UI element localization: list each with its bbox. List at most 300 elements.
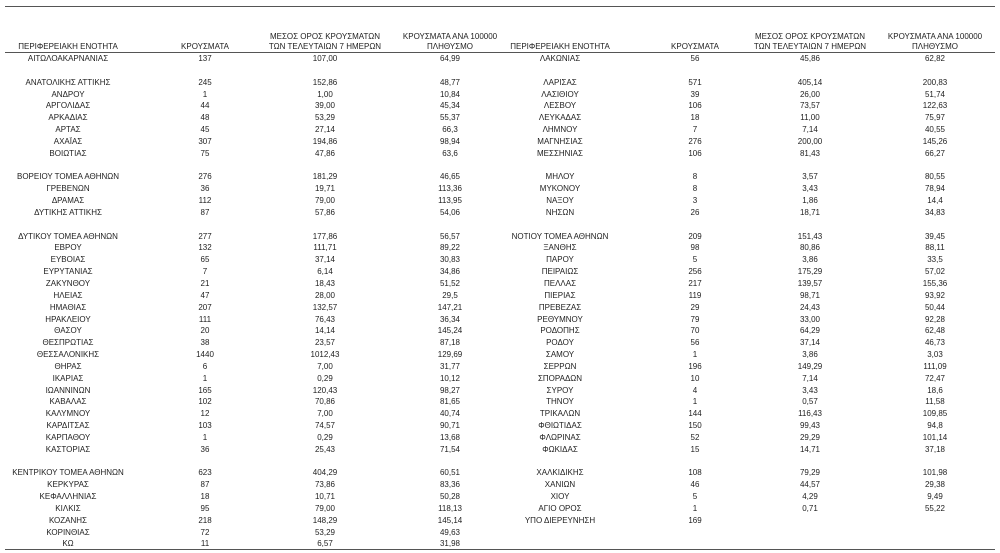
cell-per100k: 31,77 bbox=[439, 361, 461, 371]
cell-avg7: 7,14 bbox=[802, 373, 818, 383]
cell-per100k: 81,65 bbox=[439, 397, 461, 407]
cell-cases: 165 bbox=[198, 385, 212, 395]
cell-per100k: 13,68 bbox=[439, 432, 461, 442]
cell-avg7: 139,57 bbox=[797, 279, 823, 288]
cell-avg7: 24,43 bbox=[799, 302, 821, 312]
cell-per100k: 39,45 bbox=[924, 231, 946, 241]
cell-region: ΤΡΙΚΑΛΩΝ bbox=[539, 409, 581, 419]
cell-cases: 10 bbox=[690, 373, 700, 383]
cell-region: ΑΝΑΤΟΛΙΚΗΣ ΑΤΤΙΚΗΣ bbox=[25, 77, 111, 87]
cell-avg7: 6,57 bbox=[317, 539, 333, 549]
cell-cases: 256 bbox=[688, 267, 702, 277]
cell-cases: 217 bbox=[688, 279, 702, 288]
cell-avg7: 3,43 bbox=[802, 385, 818, 395]
cell-region: ΛΑΣΙΘΙΟΥ bbox=[541, 89, 579, 99]
cell-per100k: 36,34 bbox=[439, 314, 461, 324]
cell-per100k: 55,37 bbox=[439, 113, 461, 123]
cell-avg7: 132,57 bbox=[312, 302, 338, 312]
cell-cases: 46 bbox=[690, 480, 700, 490]
cell-per100k: 64,99 bbox=[439, 54, 461, 63]
cell-avg7: 404,29 bbox=[312, 468, 338, 478]
cell-per100k: 57,02 bbox=[924, 267, 946, 277]
header-avg7-left: ΜΕΣΟΣ ΟΡΟΣ ΚΡΟΥΣΜΑΤΩΝ ΤΩΝ ΤΕΛΕΥΤΑΙΩΝ 7 ΗΜΕΡΩΝ bbox=[268, 32, 382, 51]
cell-per100k: 111,09 bbox=[923, 361, 947, 371]
cell-per100k: 49,63 bbox=[439, 527, 461, 537]
cell-per100k: 63,6 bbox=[442, 148, 458, 158]
cell-avg7: 73,57 bbox=[799, 101, 821, 111]
cell-region: ΑΧΑΪΑΣ bbox=[53, 136, 83, 146]
cell-cases: 112 bbox=[198, 196, 212, 206]
cell-per100k: 33,5 bbox=[927, 255, 943, 265]
header-per100k-right: ΚΡΟΥΣΜΑΤΑ ΑΝΑ 100000 ΠΛΗΘΥΣΜΟ bbox=[887, 32, 983, 51]
cell-cases: 3 bbox=[692, 196, 698, 206]
cell-region: ΚΟΖΑΝΗΣ bbox=[48, 515, 88, 525]
cell-per100k: 3,03 bbox=[927, 350, 943, 359]
cell-avg7: 99,43 bbox=[799, 421, 821, 430]
cell-cases: 150 bbox=[688, 421, 702, 430]
cell-avg7: 81,43 bbox=[799, 148, 821, 158]
cell-region: ΘΗΡΑΣ bbox=[54, 361, 82, 371]
cell-avg7: 0,71 bbox=[802, 503, 818, 513]
cell-per100k: 66,3 bbox=[442, 125, 458, 134]
cell-per100k: 94,8 bbox=[927, 421, 943, 430]
cell-avg7: 11,00 bbox=[800, 113, 820, 123]
cell-per100k: 145,14 bbox=[437, 515, 463, 525]
cell-per100k: 40,74 bbox=[439, 409, 461, 419]
cell-region: ΕΥΒΟΙΑΣ bbox=[50, 255, 86, 265]
cell-avg7: 10,71 bbox=[314, 492, 336, 502]
cell-cases: 6 bbox=[202, 361, 208, 371]
cell-per100k: 50,28 bbox=[439, 492, 461, 502]
cell-cases: 106 bbox=[688, 148, 702, 158]
cell-cases: 29 bbox=[690, 302, 700, 312]
cell-avg7: 120,43 bbox=[312, 385, 338, 395]
cell-per100k: 93,92 bbox=[924, 290, 946, 300]
cell-per100k: 118,13 bbox=[438, 503, 462, 513]
cell-avg7: 64,29 bbox=[799, 326, 821, 336]
cell-cases: 1 bbox=[692, 397, 698, 407]
cell-avg7: 7,14 bbox=[802, 125, 818, 134]
cell-per100k: 83,36 bbox=[439, 480, 461, 490]
cell-cases: 106 bbox=[688, 101, 702, 111]
cell-per100k: 10,12 bbox=[439, 373, 461, 383]
cell-region: ΠΡΕΒΕΖΑΣ bbox=[538, 302, 582, 312]
cell-per100k: 71,54 bbox=[439, 444, 461, 454]
cell-avg7: 29,29 bbox=[799, 432, 821, 442]
cell-cases: 26 bbox=[690, 207, 700, 217]
cell-avg7: 1012,43 bbox=[310, 350, 340, 359]
cell-per100k: 40,55 bbox=[924, 125, 946, 134]
cell-per100k: 29,5 bbox=[442, 290, 458, 300]
cell-avg7: 405,14 bbox=[797, 77, 823, 87]
cell-cases: 1 bbox=[202, 89, 208, 99]
cell-cases: 72 bbox=[200, 527, 210, 537]
cell-cases: 11 bbox=[200, 539, 210, 549]
cell-region: ΘΑΣΟΥ bbox=[54, 326, 82, 336]
cell-avg7: 23,57 bbox=[314, 338, 336, 348]
cell-region: ΒΟΙΩΤΙΑΣ bbox=[49, 148, 87, 158]
cell-avg7: 107,00 bbox=[312, 54, 338, 63]
cell-region: ΚΑΛΥΜΝΟΥ bbox=[45, 409, 91, 419]
cell-avg7: 0,29 bbox=[317, 373, 333, 383]
cell-per100k: 60,51 bbox=[439, 468, 461, 478]
cell-per100k: 80,55 bbox=[924, 172, 946, 182]
cell-avg7: 53,29 bbox=[314, 113, 336, 123]
cell-avg7: 111,71 bbox=[313, 243, 337, 253]
cell-per100k: 87,18 bbox=[439, 338, 461, 348]
cell-per100k: 89,22 bbox=[439, 243, 461, 253]
cell-avg7: 39,00 bbox=[314, 101, 336, 111]
cell-cases: 169 bbox=[688, 515, 702, 525]
cell-avg7: 3,86 bbox=[802, 255, 818, 265]
cell-region: ΘΕΣΠΡΩΤΙΑΣ bbox=[42, 338, 94, 348]
cell-avg7: 0,29 bbox=[317, 432, 333, 442]
cell-per100k: 129,69 bbox=[437, 350, 463, 359]
cell-avg7: 79,00 bbox=[314, 196, 336, 206]
cell-region: ΚΑΒΑΛΑΣ bbox=[49, 397, 87, 407]
cell-region: ΗΛΕΙΑΣ bbox=[53, 290, 83, 300]
cell-cases: 103 bbox=[198, 421, 212, 430]
cell-per100k: 55,22 bbox=[924, 503, 946, 513]
cell-region: ΕΒΡΟΥ bbox=[54, 243, 82, 253]
cell-region: ΝΟΤΙΟΥ ΤΟΜΕΑ ΑΘΗΝΩΝ bbox=[511, 231, 609, 241]
cell-cases: 95 bbox=[200, 503, 210, 513]
cell-cases: 87 bbox=[200, 207, 210, 217]
cell-region: ΤΗΝΟΥ bbox=[546, 397, 574, 407]
header-region-left: ΠΕΡΙΦΕΡΕΙΑΚΗ ΕΝΟΤΗΤΑ bbox=[18, 42, 118, 51]
header-region-right: ΠΕΡΙΦΕΡΕΙΑΚΗ ΕΝΟΤΗΤΑ bbox=[510, 42, 610, 51]
cell-per100k: 78,94 bbox=[924, 184, 946, 194]
cell-cases: 36 bbox=[200, 444, 210, 454]
cell-region: ΕΥΡΥΤΑΝΙΑΣ bbox=[43, 267, 93, 277]
cell-cases: 21 bbox=[200, 279, 210, 288]
cell-region: ΒΟΡΕΙΟΥ ΤΟΜΕΑ ΑΘΗΝΩΝ bbox=[16, 172, 120, 182]
cell-avg7: 3,57 bbox=[802, 172, 818, 182]
cell-region: ΜΕΣΣΗΝΙΑΣ bbox=[537, 148, 583, 158]
cell-per100k: 45,34 bbox=[439, 101, 461, 111]
cell-per100k: 37,18 bbox=[924, 444, 946, 454]
cell-region: ΚΕΝΤΡΙΚΟΥ ΤΟΜΕΑ ΑΘΗΝΩΝ bbox=[12, 468, 124, 478]
cell-cases: 137 bbox=[198, 54, 212, 63]
cell-cases: 1 bbox=[692, 503, 698, 513]
cell-avg7: 7,00 bbox=[317, 361, 333, 371]
cell-cases: 48 bbox=[200, 113, 210, 123]
cell-avg7: 151,43 bbox=[797, 231, 823, 241]
cell-avg7: 74,57 bbox=[314, 421, 336, 430]
cell-per100k: 122,63 bbox=[922, 101, 948, 111]
cell-per100k: 90,71 bbox=[439, 421, 461, 430]
cell-cases: 44 bbox=[200, 101, 210, 111]
cell-per100k: 145,26 bbox=[922, 136, 948, 146]
cell-region: ΧΙΟΥ bbox=[550, 492, 570, 502]
cell-region: ΚΩ bbox=[62, 539, 74, 549]
cell-cases: 623 bbox=[198, 468, 212, 478]
cell-per100k: 31,98 bbox=[439, 539, 461, 549]
cell-per100k: 88,11 bbox=[925, 243, 945, 253]
cell-cases: 119 bbox=[688, 290, 702, 300]
cell-cases: 70 bbox=[690, 326, 700, 336]
cell-avg7: 79,00 bbox=[314, 503, 336, 513]
cell-per100k: 75,97 bbox=[924, 113, 946, 123]
cell-region: ΑΡΚΑΔΙΑΣ bbox=[48, 113, 88, 123]
cell-avg7: 37,14 bbox=[799, 338, 821, 348]
cell-cases: 56 bbox=[690, 54, 700, 63]
cell-per100k: 34,83 bbox=[924, 207, 946, 217]
cell-cases: 1440 bbox=[196, 350, 214, 359]
cell-per100k: 72,47 bbox=[924, 373, 946, 383]
cell-region: ΔΥΤΙΚΗΣ ΑΤΤΙΚΗΣ bbox=[34, 207, 102, 217]
cell-cases: 36 bbox=[200, 184, 210, 194]
cell-cases: 245 bbox=[198, 77, 212, 87]
cell-per100k: 48,77 bbox=[439, 77, 461, 87]
cell-region: ΧΑΝΙΩΝ bbox=[544, 480, 576, 490]
cell-avg7: 33,00 bbox=[799, 314, 821, 324]
cell-cases: 79 bbox=[690, 314, 700, 324]
cell-region: ΘΕΣΣΑΛΟΝΙΚΗΣ bbox=[36, 350, 100, 359]
header-per100k-left: ΚΡΟΥΣΜΑΤΑ ΑΝΑ 100000 ΠΛΗΘΥΣΜΟ bbox=[402, 32, 498, 51]
top-border bbox=[5, 6, 995, 7]
cell-region: ΡΟΔΟΥ bbox=[546, 338, 574, 348]
cell-cases: 75 bbox=[200, 148, 210, 158]
cell-cases: 144 bbox=[688, 409, 702, 419]
cell-region: ΓΡΕΒΕΝΩΝ bbox=[46, 184, 90, 194]
cell-per100k: 11,58 bbox=[925, 397, 945, 407]
cell-avg7: 44,57 bbox=[799, 480, 821, 490]
cell-region: ΙΚΑΡΙΑΣ bbox=[52, 373, 84, 383]
cell-avg7: 80,86 bbox=[799, 243, 821, 253]
cell-region: ΖΑΚΥΝΘΟΥ bbox=[45, 279, 91, 288]
cell-avg7: 27,14 bbox=[314, 125, 336, 134]
cell-cases: 207 bbox=[198, 302, 212, 312]
cell-per100k: 155,36 bbox=[922, 279, 948, 288]
cell-cases: 108 bbox=[688, 468, 702, 478]
cell-avg7: 53,29 bbox=[314, 527, 336, 537]
cell-cases: 52 bbox=[690, 432, 700, 442]
cell-avg7: 14,14 bbox=[314, 326, 336, 336]
cell-avg7: 200,00 bbox=[797, 136, 823, 146]
cell-per100k: 18,6 bbox=[927, 385, 943, 395]
cell-region: ΣΑΜΟΥ bbox=[545, 350, 575, 359]
cell-avg7: 18,71 bbox=[799, 207, 821, 217]
cell-region: ΦΛΩΡΙΝΑΣ bbox=[539, 432, 581, 442]
cell-per100k: 14,4 bbox=[927, 196, 943, 206]
cell-per100k: 9,49 bbox=[927, 492, 943, 502]
cell-avg7: 37,14 bbox=[314, 255, 336, 265]
cell-avg7: 116,43 bbox=[798, 409, 822, 419]
cell-cases: 5 bbox=[692, 492, 698, 502]
cell-region: ΠΙΕΡΙΑΣ bbox=[544, 290, 576, 300]
cell-per100k: 109,85 bbox=[922, 409, 948, 419]
cell-region: ΛΕΥΚΑΔΑΣ bbox=[538, 113, 582, 123]
cell-per100k: 46,65 bbox=[439, 172, 461, 182]
cell-per100k: 62,48 bbox=[924, 326, 946, 336]
cell-cases: 7 bbox=[692, 125, 698, 134]
cell-region: ΚΕΡΚΥΡΑΣ bbox=[47, 480, 89, 490]
cell-per100k: 34,86 bbox=[439, 267, 461, 277]
cell-per100k: 200,83 bbox=[922, 77, 948, 87]
header-cases-left: ΚΡΟΥΣΜΑΤΑ bbox=[181, 42, 229, 51]
cell-avg7: 148,29 bbox=[312, 515, 338, 525]
cell-per100k: 101,14 bbox=[922, 432, 948, 442]
cell-cases: 20 bbox=[200, 326, 210, 336]
cell-region: ΠΑΡΟΥ bbox=[546, 255, 574, 265]
cell-region: ΚΕΦΑΛΛΗΝΙΑΣ bbox=[39, 492, 97, 502]
cell-avg7: 76,43 bbox=[314, 314, 336, 324]
cell-cases: 8 bbox=[692, 172, 698, 182]
cell-region: ΡΟΔΟΠΗΣ bbox=[540, 326, 580, 336]
cell-cases: 45 bbox=[200, 125, 210, 134]
cell-per100k: 145,24 bbox=[437, 326, 463, 336]
cell-cases: 276 bbox=[198, 172, 212, 182]
cell-cases: 102 bbox=[198, 397, 212, 407]
cell-avg7: 73,86 bbox=[314, 480, 336, 490]
cell-avg7: 19,71 bbox=[314, 184, 336, 194]
cell-avg7: 1,00 bbox=[317, 89, 333, 99]
cell-cases: 15 bbox=[690, 444, 700, 454]
cell-avg7: 3,43 bbox=[802, 184, 818, 194]
cell-avg7: 70,86 bbox=[314, 397, 336, 407]
cell-region: ΣΕΡΡΩΝ bbox=[543, 361, 577, 371]
cell-avg7: 4,29 bbox=[802, 492, 818, 502]
cell-avg7: 6,14 bbox=[317, 267, 333, 277]
cell-per100k: 50,44 bbox=[924, 302, 946, 312]
cell-avg7: 47,86 bbox=[314, 148, 336, 158]
cell-cases: 8 bbox=[692, 184, 698, 194]
cell-cases: 18 bbox=[200, 492, 210, 502]
cell-avg7: 1,86 bbox=[802, 196, 818, 206]
cell-cases: 12 bbox=[200, 409, 210, 419]
cell-per100k: 98,94 bbox=[439, 136, 461, 146]
cell-region: ΔΥΤΙΚΟΥ ΤΟΜΕΑ ΑΘΗΝΩΝ bbox=[18, 231, 118, 241]
cell-avg7: 194,86 bbox=[312, 136, 338, 146]
cell-per100k: 62,82 bbox=[924, 54, 946, 63]
cell-avg7: 177,86 bbox=[312, 231, 338, 241]
cell-per100k: 66,27 bbox=[924, 148, 946, 158]
cell-cases: 1 bbox=[692, 350, 698, 359]
cell-cases: 47 bbox=[200, 290, 210, 300]
cell-avg7: 79,29 bbox=[799, 468, 821, 478]
cell-cases: 132 bbox=[198, 243, 212, 253]
cell-per100k: 113,95 bbox=[438, 196, 462, 206]
cell-per100k: 46,73 bbox=[924, 338, 946, 348]
cell-avg7: 98,71 bbox=[799, 290, 821, 300]
cell-region: ΜΥΚΟΝΟΥ bbox=[539, 184, 581, 194]
cell-avg7: 28,00 bbox=[314, 290, 336, 300]
cell-region: ΝΑΞΟΥ bbox=[546, 196, 574, 206]
cell-cases: 39 bbox=[690, 89, 700, 99]
cell-region: ΛΑΚΩΝΙΑΣ bbox=[539, 54, 581, 63]
cell-cases: 38 bbox=[200, 338, 210, 348]
cell-region: ΛΗΜΝΟΥ bbox=[542, 125, 578, 134]
cell-region: ΑΙΤΩΛΟΑΚΑΡΝΑΝΙΑΣ bbox=[27, 54, 109, 63]
cell-cases: 98 bbox=[690, 243, 700, 253]
cell-region: ΜΑΓΝΗΣΙΑΣ bbox=[537, 136, 583, 146]
cell-region: ΣΠΟΡΑΔΩΝ bbox=[537, 373, 583, 383]
cell-region: ΑΡΤΑΣ bbox=[55, 125, 81, 134]
cell-per100k: 98,27 bbox=[439, 385, 461, 395]
cell-avg7: 57,86 bbox=[314, 207, 336, 217]
cell-region: ΛΑΡΙΣΑΣ bbox=[543, 77, 577, 87]
cell-region: ΔΡΑΜΑΣ bbox=[51, 196, 85, 206]
cell-region: ΦΘΙΩΤΙΔΑΣ bbox=[538, 421, 582, 430]
header-avg7-right: ΜΕΣΟΣ ΟΡΟΣ ΚΡΟΥΣΜΑΤΩΝ ΤΩΝ ΤΕΛΕΥΤΑΙΩΝ 7 ΗΜΕΡΩΝ bbox=[753, 32, 867, 51]
cell-per100k: 51,52 bbox=[439, 279, 461, 288]
cell-avg7: 18,43 bbox=[314, 279, 336, 288]
cell-avg7: 181,29 bbox=[312, 172, 338, 182]
cell-cases: 277 bbox=[198, 231, 212, 241]
cell-region: ΛΕΣΒΟΥ bbox=[543, 101, 577, 111]
cell-avg7: 152,86 bbox=[312, 77, 338, 87]
cell-region: ΧΑΛΚΙΔΙΚΗΣ bbox=[536, 468, 584, 478]
cell-per100k: 51,74 bbox=[924, 89, 946, 99]
cell-per100k: 113,36 bbox=[438, 184, 462, 194]
cell-region: ΗΜΑΘΙΑΣ bbox=[49, 302, 87, 312]
cell-region: ΚΑΡΔΙΤΣΑΣ bbox=[46, 421, 90, 430]
cell-per100k: 147,21 bbox=[437, 302, 463, 312]
cell-per100k: 92,28 bbox=[924, 314, 946, 324]
cell-per100k: 56,57 bbox=[439, 231, 461, 241]
cell-avg7: 26,00 bbox=[799, 89, 821, 99]
cell-cases: 218 bbox=[198, 515, 212, 525]
cell-region: ΠΕΙΡΑΙΩΣ bbox=[541, 267, 579, 277]
cell-cases: 196 bbox=[688, 361, 702, 371]
cell-region: ΡΕΘΥΜΝΟΥ bbox=[537, 314, 583, 324]
cell-cases: 209 bbox=[688, 231, 702, 241]
cell-region: ΜΗΛΟΥ bbox=[545, 172, 575, 182]
cell-per100k: 29,38 bbox=[924, 480, 946, 490]
cell-region: ΑΓΙΟ ΟΡΟΣ bbox=[538, 503, 582, 513]
cell-cases: 307 bbox=[198, 136, 212, 146]
cell-cases: 65 bbox=[200, 255, 210, 265]
cell-avg7: 175,29 bbox=[797, 267, 823, 277]
cell-avg7: 25,43 bbox=[314, 444, 336, 454]
cell-avg7: 45,86 bbox=[799, 54, 821, 63]
cell-region: ΥΠΟ ΔΙΕΡΕΥΝΗΣΗ bbox=[524, 515, 596, 525]
cell-region: ΙΩΑΝΝΙΝΩΝ bbox=[45, 385, 91, 395]
cell-region: ΚΑΡΠΑΘΟΥ bbox=[45, 432, 91, 442]
cell-per100k: 30,83 bbox=[439, 255, 461, 265]
cell-region: ΞΑΝΘΗΣ bbox=[543, 243, 577, 253]
cell-region: ΑΝΔΡΟΥ bbox=[51, 89, 85, 99]
cell-cases: 87 bbox=[200, 480, 210, 490]
cell-per100k: 10,84 bbox=[439, 89, 461, 99]
cell-cases: 7 bbox=[202, 267, 208, 277]
cell-avg7: 14,71 bbox=[799, 444, 821, 454]
cell-cases: 571 bbox=[688, 77, 702, 87]
cell-region: ΝΗΣΩΝ bbox=[545, 207, 575, 217]
cell-avg7: 0,57 bbox=[802, 397, 818, 407]
cell-region: ΦΩΚΙΔΑΣ bbox=[542, 444, 578, 454]
header-cases-right: ΚΡΟΥΣΜΑΤΑ bbox=[671, 42, 719, 51]
cell-cases: 111 bbox=[198, 314, 212, 324]
cell-region: ΚΟΡΙΝΘΙΑΣ bbox=[46, 527, 90, 537]
cell-per100k: 101,98 bbox=[922, 468, 948, 478]
cell-region: ΚΑΣΤΟΡΙΑΣ bbox=[45, 444, 91, 454]
cell-cases: 56 bbox=[690, 338, 700, 348]
cell-cases: 18 bbox=[690, 113, 700, 123]
cell-cases: 1 bbox=[202, 432, 208, 442]
cell-avg7: 149,29 bbox=[797, 361, 823, 371]
cell-region: ΣΥΡΟΥ bbox=[546, 385, 574, 395]
cell-region: ΠΕΛΛΑΣ bbox=[543, 279, 577, 288]
cell-cases: 1 bbox=[202, 373, 208, 383]
header-divider bbox=[5, 52, 995, 53]
cell-per100k: 54,06 bbox=[439, 207, 461, 217]
cell-cases: 5 bbox=[692, 255, 698, 265]
cell-region: ΗΡΑΚΛΕΙΟΥ bbox=[45, 314, 91, 324]
cell-avg7: 7,00 bbox=[317, 409, 333, 419]
cell-avg7: 3,86 bbox=[802, 350, 818, 359]
